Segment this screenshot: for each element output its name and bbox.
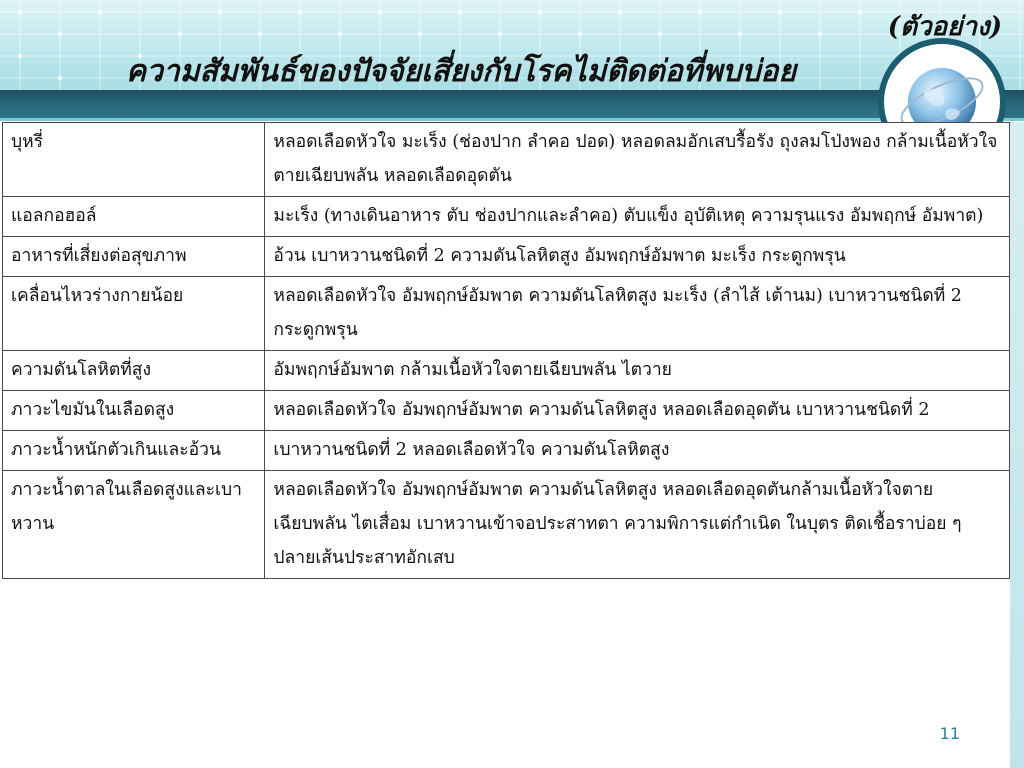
table-row bbox=[3, 123, 1010, 197]
disease-cell: หลอดเลือดหัวใจ อัมพฤกษ์อัมพาต ความดันโลหิตสูง หลอดเลือดอุดตันกล้ามเนื้อหัวใจตายเฉียบพลัน ไตเสื่อม เบาหวานเข้าจอประสาทตา ความพิการแต่กำเนิด ในบุตร ติดเชื้อราบ่อย ๆ ปลายเส้นประสาทอักเสบ bbox=[265, 471, 1010, 579]
disease-cell: อ้วน เบาหวานชนิดที่ 2 ความดันโลหิตสูง อัมพฤกษ์อัมพาต มะเร็ง กระดูกพรุน bbox=[265, 237, 1010, 277]
risk-factor-cell: อาหารที่เสี่ยงต่อสุขภาพ bbox=[3, 237, 265, 277]
disease-cell: หลอดเลือดหัวใจ มะเร็ง (ช่องปาก ลำคอ ปอด) หลอดลมอักเสบรื้อรัง ถุงลมโป่งพอง กล้ามเนื้อหัวใจตายเฉียบพลัน หลอดเลือดอุดตัน bbox=[265, 123, 1010, 197]
risk-factor-cell: บุหรี่ bbox=[3, 123, 265, 197]
risk-factor-cell: แอลกอฮอล์ bbox=[3, 197, 265, 237]
disease-cell: หลอดเลือดหัวใจ อัมพฤกษ์อัมพาต ความดันโลหิตสูง หลอดเลือดอุดตัน เบาหวานชนิดที่ 2 bbox=[265, 391, 1010, 431]
disease-cell: อัมพฤกษ์อัมพาต กล้ามเนื้อหัวใจตายเฉียบพลัน ไตวาย bbox=[265, 351, 1010, 391]
risk-factor-cell: เคลื่อนไหวร่างกายน้อย bbox=[3, 277, 265, 351]
table-row bbox=[3, 197, 1010, 237]
side-decoration bbox=[1010, 122, 1024, 768]
header-band-line bbox=[0, 118, 1024, 121]
risk-factor-table bbox=[2, 122, 1010, 579]
table-row bbox=[3, 237, 1010, 277]
slide-header bbox=[0, 0, 1024, 90]
risk-factor-cell: ภาวะไขมันในเลือดสูง bbox=[3, 391, 265, 431]
table-row bbox=[3, 391, 1010, 431]
disease-cell: เบาหวานชนิดที่ 2 หลอดเลือดหัวใจ ความดันโลหิตสูง bbox=[265, 431, 1010, 471]
risk-factor-cell: ภาวะน้ำหนักตัวเกินและอ้วน bbox=[3, 431, 265, 471]
table-row bbox=[3, 277, 1010, 351]
page-number: 11 bbox=[939, 724, 960, 743]
slide-subtitle: (ตัวอย่าง) bbox=[887, 12, 1002, 42]
table-row bbox=[3, 351, 1010, 391]
risk-factor-cell: ภาวะน้ำตาลในเลือดสูงและเบาหวาน bbox=[3, 471, 265, 579]
disease-cell: หลอดเลือดหัวใจ อัมพฤกษ์อัมพาต ความดันโลหิตสูง มะเร็ง (ลำไส้ เต้านม) เบาหวานชนิดที่ 2 กระดูกพรุน bbox=[265, 277, 1010, 351]
header-band bbox=[0, 90, 1024, 118]
table-row bbox=[3, 431, 1010, 471]
slide-title: ความสัมพันธ์ของปัจจัยเสี่ยงกับโรคไม่ติดต่อที่พบบ่อย bbox=[126, 54, 797, 89]
risk-factor-cell: ความดันโลหิตที่สูง bbox=[3, 351, 265, 391]
disease-cell: มะเร็ง (ทางเดินอาหาร ตับ ช่องปากและลำคอ) ตับแข็ง อุบัติเหตุ ความรุนแรง อัมพฤกษ์ อัมพาต) bbox=[265, 197, 1010, 237]
table-row bbox=[3, 471, 1010, 579]
